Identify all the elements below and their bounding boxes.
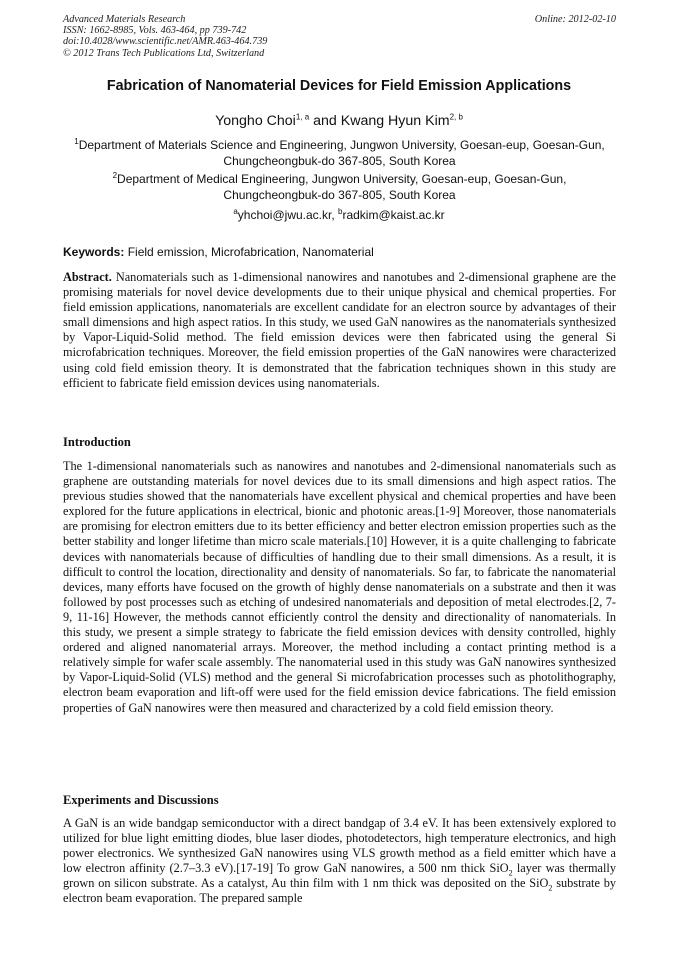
keywords [63, 245, 616, 259]
issn-line: ISSN: 1662-8985, Vols. 463-464, pp 739-742 [63, 25, 247, 37]
keywords-text: Field emission, Microfabrication, Nanomaterial [124, 245, 374, 259]
author-conjunction: and [309, 113, 341, 129]
email-b: radkim@kaist.ac.kr [342, 208, 445, 222]
journal-name: Advanced Materials Research [63, 14, 186, 25]
affiliation-1 [63, 137, 616, 169]
experiments-text-3: substrate by electron beam evaporation. The prepared sample [63, 876, 616, 906]
author-line [0, 113, 678, 129]
affiliation-1-sup: 1 [74, 137, 79, 146]
affiliation-2-sup: 2 [112, 171, 118, 180]
email-line [0, 208, 678, 222]
abstract-label: Abstract. [63, 270, 112, 284]
experiments-text-2: layer was thermally grown on silicon substrate. As a catalyst, Au thin film with 1 nm thick was deposited on the SiO [63, 861, 616, 891]
author-2: Kwang Hyun Kim [340, 113, 450, 129]
introduction-heading: Introduction [63, 435, 131, 449]
affiliation-1-text: Department of Materials Science and Engineering, Jungwon University, Goesan-eup, Goesan-Gun, Chungcheongbuk-do 367-805, South Korea [78, 138, 605, 168]
experiments-heading: Experiments and Discussions [63, 793, 219, 807]
introduction-text: The 1-dimensional nanomaterials such as nanowires and nanotubes and 2-dimensional nanomaterials such as graphene are outstanding materials for novel devices due to its small dimensions and high aspect ratios. The previous studies showed that the nanomaterials have excellent physical and chemical properties and have been explored for the future applications in electrical, bionic and photonic areas.[1-9] Moreover, those nanomaterials are promising for electron emitters due to its better efficiency and better electron emission properties such as the better stability and longer lifetime than micro scale materials.[10] However, it is a quite challenging to fabricate devices with nanomaterials because of difficulties of handling due to their small dimensions. As a result, it is difficult to control the location, directionality and density of nanomaterials. So far, to fabricate the nanomaterial devices, many efforts have focused on the growth of highly dense nanomaterials on a substrate and then it was followed by post processes such as etching of undesired nanomaterials and deposition of metal electrodes.[2, 7-9, 11-16] However, the methods cannot efficiently control the density and directionality of nanomaterials. In this study, we present a simple strategy to fabricate the field emission devices with density controlled, highly ordered and aligned nanomaterial arrays. Moreover, the method including a contact printing method is a relatively simple for wafer scale assembly. The nanomaterial used in this study was GaN nanowires synthesized by Vapor-Liquid-Solid (VLS) method and the general Si microfabrication processes such as photolithography, electron beam evaporation and lift-off were used for the field emission device fabrications. The field emission properties of GaN nanowires were then measured and characterized by a cold field emission theory. [63, 459, 616, 715]
abstract-text: Nanomaterials such as 1-dimensional nanowires and nanotubes and 2-dimensional graphene are the promising materials for novel device developments due to their unique physical and chemical properties. For field emission applications, nanomaterials are excellent candidate for an electron source by advantages of their small dimensions and high aspect ratios. In this study, we used GaN nanowires as the nanomaterials synthesized by Vapor-Liquid-Solid method. The field emission devices were then fabricated using the general Si microfabrication techniques. Moreover, the field emission properties of the GaN nanowires were characterized using cold field emission theory. It is demonstrated that the fabrication techniques shown in this study are efficient to fabricate field emission devices using nanomaterials. [63, 270, 616, 390]
email-b-sup: b [338, 207, 343, 216]
author-1-sup: 1, a [295, 112, 310, 122]
journal-header [63, 14, 616, 59]
doi-line: doi:10.4028/www.scientific.net/AMR.463-464.739 [63, 36, 268, 48]
online-date: Online: 2012-02-10 [534, 14, 616, 25]
experiments-text [63, 816, 616, 907]
experiments-sub-1: 2 [508, 868, 513, 878]
email-a: yhchoi@jwu.ac.kr, [237, 208, 338, 222]
email-a-sup: a [233, 207, 238, 216]
keywords-label: Keywords: [63, 245, 125, 259]
author-1: Yongho Choi [215, 113, 296, 129]
paper-title: Fabrication of Nanomaterial Devices for Field Emission Applications [106, 78, 572, 94]
abstract [63, 270, 616, 391]
affiliation-2-text: Department of Medical Engineering, Jungwon University, Goesan-eup, Goesan-Gun, Chungcheongbuk-do 367-805, South Korea [117, 172, 567, 202]
experiments-text-1: A GaN is an wide bandgap semiconductor with a direct bandgap of 3.4 eV. It has been extensively explored to utilized for blue light emitting diodes, blue laser diodes, photodetectors, high temperature electronics, and high power electronics. We synthesized GaN nanowires using VLS growth method as a field emitter which have a low electron affinity (2.7–3.3 eV).[17-19] To grow GaN nanowires, a 500 nm thick SiO [63, 816, 616, 876]
affiliation-2 [63, 171, 616, 203]
author-2-sup: 2, b [449, 112, 463, 122]
copyright-line: © 2012 Trans Tech Publications Ltd, Switzerland [63, 47, 265, 59]
experiments-sub-2: 2 [548, 883, 553, 893]
